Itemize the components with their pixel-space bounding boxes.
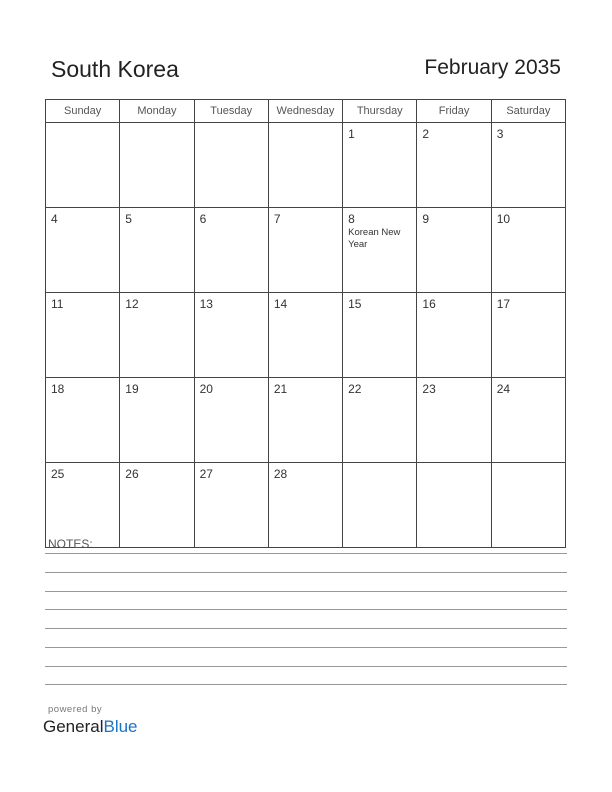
- day-number: 9: [422, 212, 430, 226]
- day-cell: [46, 463, 120, 548]
- weekday-wednesday: Wednesday: [268, 100, 342, 123]
- country-title: South Korea: [51, 56, 179, 82]
- note-line: [45, 666, 567, 667]
- notes-label: NOTES:: [48, 537, 93, 551]
- day-cell: [46, 378, 120, 463]
- weekday-tuesday: Tuesday: [194, 100, 268, 123]
- note-line: [45, 647, 567, 648]
- day-number: 27: [199, 467, 213, 481]
- week-row: [46, 208, 566, 293]
- day-number: 7: [273, 212, 281, 226]
- day-cell: [268, 208, 342, 293]
- holiday-label: Korean New Year: [348, 227, 401, 250]
- day-cell: [417, 378, 491, 463]
- note-line: [45, 572, 567, 573]
- day-number: 28: [273, 467, 288, 481]
- day-number: 2: [422, 127, 430, 141]
- day-cell: [491, 123, 565, 208]
- day-cell: [194, 378, 268, 463]
- day-cell: [194, 463, 268, 548]
- weekday-sunday: Sunday: [46, 100, 120, 123]
- day-cell: [343, 293, 417, 378]
- day-cell: [120, 293, 194, 378]
- weekday-friday: Friday: [417, 100, 491, 123]
- day-cell: [120, 378, 194, 463]
- day-cell: [417, 293, 491, 378]
- note-line: [45, 684, 567, 685]
- day-number: 17: [496, 297, 511, 311]
- day-number: 26: [125, 467, 139, 481]
- day-number: 10: [496, 212, 511, 226]
- day-cell: [268, 293, 342, 378]
- day-cell-holiday: [343, 208, 417, 293]
- day-cell: [268, 123, 342, 208]
- day-cell: [417, 123, 491, 208]
- weekday-saturday: Saturday: [491, 100, 565, 123]
- day-cell: [120, 463, 194, 548]
- day-cell: [120, 208, 194, 293]
- week-row: [46, 378, 566, 463]
- week-row: [46, 123, 566, 208]
- day-cell: [268, 463, 342, 548]
- day-number: 20: [199, 382, 213, 396]
- week-row: [46, 463, 566, 548]
- day-cell: [417, 463, 491, 548]
- day-number: 12: [125, 297, 139, 311]
- day-cell: [343, 378, 417, 463]
- day-cell: [194, 293, 268, 378]
- day-number: 4: [51, 212, 58, 226]
- day-number: 3: [496, 127, 504, 141]
- logo-text-blue: Blue: [103, 717, 138, 736]
- day-cell: [417, 208, 491, 293]
- day-cell: [268, 378, 342, 463]
- note-line: [45, 553, 567, 554]
- weekday-header-row: [46, 100, 566, 123]
- day-number: 1: [348, 127, 355, 141]
- generalblue-logo: [43, 717, 138, 737]
- note-line: [45, 628, 567, 629]
- weekday-monday: Monday: [120, 100, 194, 123]
- note-line: [45, 591, 567, 592]
- day-cell: [120, 123, 194, 208]
- day-cell: [491, 208, 565, 293]
- day-number: 8: [348, 212, 355, 226]
- day-number: 13: [199, 297, 213, 311]
- week-row: [46, 293, 566, 378]
- day-cell: [194, 123, 268, 208]
- day-number: 24: [496, 382, 511, 396]
- day-number: 23: [422, 382, 436, 396]
- day-number: 11: [51, 297, 64, 311]
- day-number: 18: [51, 382, 65, 396]
- day-number: 16: [422, 297, 436, 311]
- day-cell: [343, 463, 417, 548]
- day-cell: [46, 123, 120, 208]
- day-number: 19: [125, 382, 139, 396]
- day-number: 6: [199, 212, 207, 226]
- day-cell: [343, 123, 417, 208]
- day-number: 5: [125, 212, 132, 226]
- day-number: 21: [273, 382, 288, 396]
- day-number: 14: [273, 297, 288, 311]
- day-number: 22: [348, 382, 362, 396]
- day-cell: [491, 463, 565, 548]
- powered-by-text: powered by: [48, 704, 103, 715]
- weekday-thursday: Thursday: [343, 100, 417, 123]
- day-cell: [491, 293, 565, 378]
- calendar-grid: [45, 99, 566, 548]
- day-cell: [46, 293, 120, 378]
- note-line: [45, 609, 567, 610]
- day-cell: [491, 378, 565, 463]
- day-number: 15: [348, 297, 362, 311]
- month-year-title: February 2035: [424, 56, 561, 79]
- logo-text-general: General: [43, 717, 104, 736]
- day-number: 25: [51, 467, 65, 481]
- day-cell: [46, 208, 120, 293]
- day-cell: [194, 208, 268, 293]
